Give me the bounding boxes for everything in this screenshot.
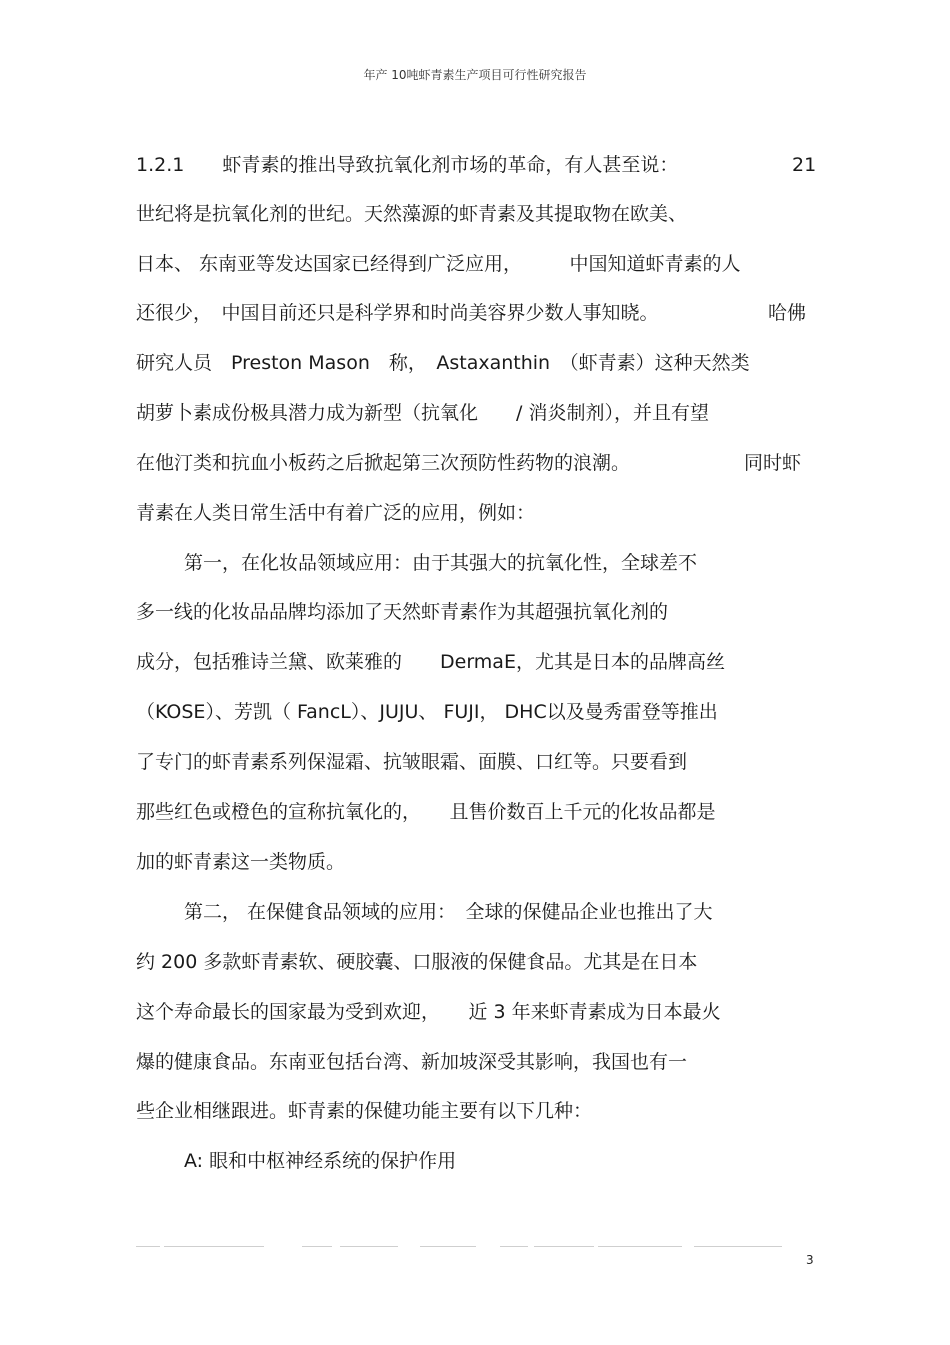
footer-rule-segment xyxy=(164,1246,264,1247)
footer-rule-segment xyxy=(694,1246,782,1247)
text-line-tail: 同时虾 xyxy=(744,452,802,474)
paragraph-start: 第一，在化妆品领域应用：由于其强大的抗氧化性，全球差不 xyxy=(184,552,698,574)
text-line: 在他汀类和抗血小板药之后掀起第三次预防性药物的浪潮。 xyxy=(136,452,631,474)
page-number: 3 xyxy=(806,1253,814,1267)
footer-rule-segment xyxy=(500,1246,528,1247)
text-line: 日本、 东南亚等发达国家已经得到广泛应用， 中国知道虾青素的人 xyxy=(136,253,741,275)
running-header: 年产 10吨虾青素生产项目可行性研究报告 xyxy=(363,68,587,82)
text-line: 了专门的虾青素系列保湿霜、抗皱眼霜、面膜、口红等。只要看到 xyxy=(136,751,688,773)
text-line: （KOSE）、芳凯（ FancL）、JUJU、 FUJI， DHC以及曼秀雷登等推出 xyxy=(136,701,718,723)
footer-rule-segment xyxy=(302,1246,332,1247)
text-line: 爆的健康食品。东南亚包括台湾、新加坡深受其影响，我国也有一 xyxy=(136,1051,688,1073)
text-line: 约 200 多款虾青素软、硬胶囊、口服液的保健食品。尤其是在日本 xyxy=(136,951,698,973)
footer-rule-segment xyxy=(340,1246,398,1247)
text-line-tail: 21 xyxy=(792,154,817,176)
text-line: 这个寿命最长的国家最为受到欢迎， 近 3 年来虾青素成为日本最火 xyxy=(136,1001,721,1023)
footer-rule-segment xyxy=(420,1246,476,1247)
footer-rule-segment xyxy=(136,1246,160,1247)
text-line: 胡萝卜素成份极具潜力成为新型（抗氧化 / 消炎制剂），并且有望 xyxy=(136,402,709,424)
text-line: 研究人员 Preston Mason 称， Astaxanthin （虾青素）这种天然类 xyxy=(136,352,750,374)
text-line: 青素在人类日常生活中有着广泛的应用，例如： xyxy=(136,502,536,524)
text-line: 那些红色或橙色的宣称抗氧化的， 且售价数百上千元的化妆品都是 xyxy=(136,801,716,823)
text-line-tail: 哈佛 xyxy=(768,302,807,324)
footer-rule-segment xyxy=(534,1246,594,1247)
text-line: 世纪将是抗氧化剂的世纪。天然藻源的虾青素及其提取物在欧美、 xyxy=(136,203,688,225)
text-line: 些企业相继跟进。虾青素的保健功能主要有以下几种： xyxy=(136,1100,593,1122)
text-line: 1.2.1 虾青素的推出导致抗氧化剂市场的革命，有人甚至说： xyxy=(136,154,679,176)
paragraph-start: 第二， 在保健食品领域的应用： 全球的保健品企业也推出了大 xyxy=(184,901,713,923)
text-line: 加的虾青素这一类物质。 xyxy=(136,851,346,873)
text-line: 成分，包括雅诗兰黛、欧莱雅的 DermaE，尤其是日本的品牌高丝 xyxy=(136,651,725,673)
footer-rule-segment xyxy=(598,1246,682,1247)
list-item: A: 眼和中枢神经系统的保护作用 xyxy=(184,1150,457,1172)
text-line: 多一线的化妆品品牌均添加了天然虾青素作为其超强抗氧化剂的 xyxy=(136,601,669,623)
text-line: 还很少， 中国目前还只是科学界和时尚美容界少数人事知晓。 xyxy=(136,302,659,324)
